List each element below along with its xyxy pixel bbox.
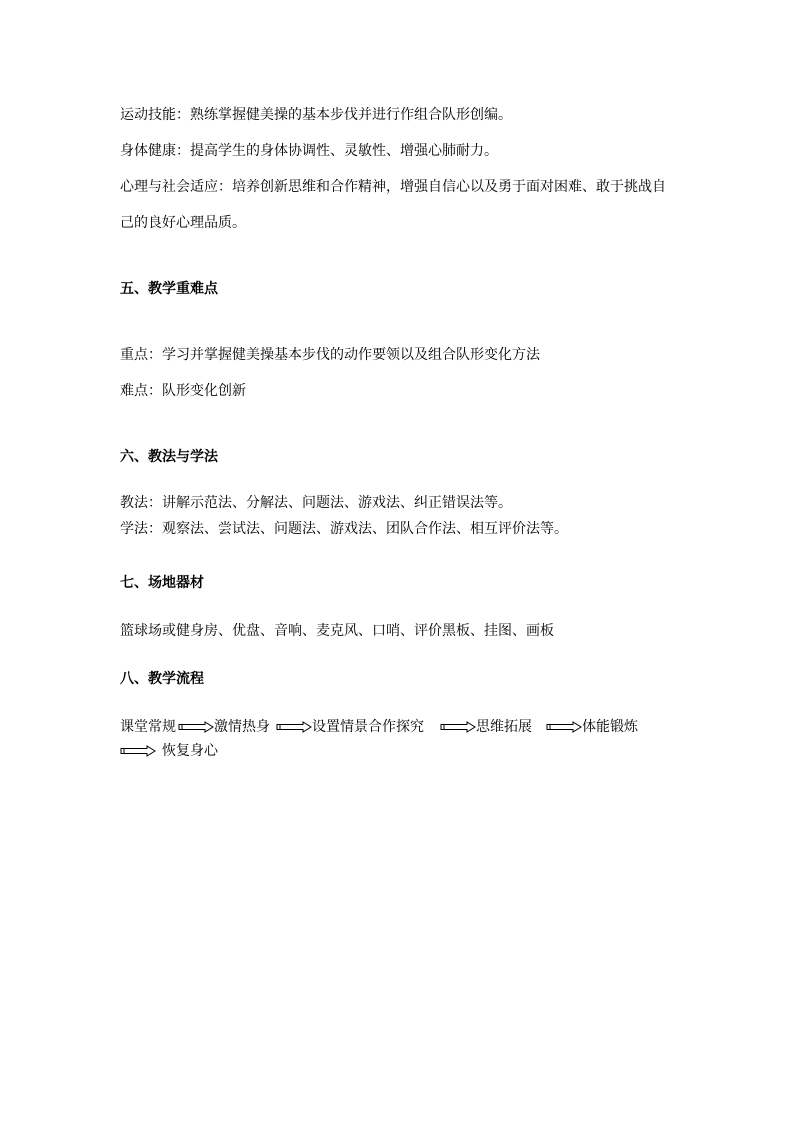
flow-step: 课堂常规 <box>120 719 176 735</box>
flow-step: 体能锻炼 <box>582 719 638 735</box>
teaching-methods-text: 教法：讲解示范法、分解法、问题法、游戏法、纠正错误法等。 <box>120 495 512 511</box>
section-heading-methods: 六、教法与学法 <box>120 449 218 465</box>
difficult-point-text: 难点：队形变化创新 <box>120 383 246 399</box>
hollow-arrow-right-icon <box>440 721 476 733</box>
objective-mental-social-line-2: 己的良好心理品质。 <box>120 215 246 231</box>
learning-methods-text: 学法：观察法、尝试法、问题法、游戏法、团队合作法、相互评价法等。 <box>120 521 568 537</box>
hollow-arrow-right-icon <box>178 721 214 733</box>
objective-motor-skill: 运动技能：熟练掌握健美操的基本步伐并进行作组合队形创编。 <box>120 107 512 123</box>
flow-step: 恢复身心 <box>162 743 218 759</box>
hollow-arrow-right-icon <box>120 745 156 757</box>
venue-equipment-text: 篮球场或健身房、优盘、音响、麦克风、口哨、评价黑板、挂图、画板 <box>120 623 554 639</box>
objective-physical-health: 身体健康：提高学生的身体协调性、灵敏性、增强心肺耐力。 <box>120 143 498 159</box>
key-point-text: 重点：学习并掌握健美操基本步伐的动作要领以及组合队形变化方法 <box>120 347 540 363</box>
hollow-arrow-right-icon <box>276 721 312 733</box>
flow-step: 思维拓展 <box>476 719 532 735</box>
section-heading-key-points: 五、教学重难点 <box>120 281 218 297</box>
section-heading-venue: 七、场地器材 <box>120 575 204 591</box>
flow-step: 激情热身 <box>214 719 270 735</box>
objective-mental-social-line-1: 心理与社会适应：培养创新思维和合作精神，增强自信心以及勇于面对困难、敢于挑战自 <box>120 179 666 195</box>
teaching-flow-row-2 <box>120 742 218 760</box>
flow-step: 设置情景合作探究 <box>312 719 424 735</box>
hollow-arrow-right-icon <box>546 721 582 733</box>
section-heading-flow: 八、教学流程 <box>120 671 204 687</box>
teaching-flow-row-1 <box>120 718 638 736</box>
